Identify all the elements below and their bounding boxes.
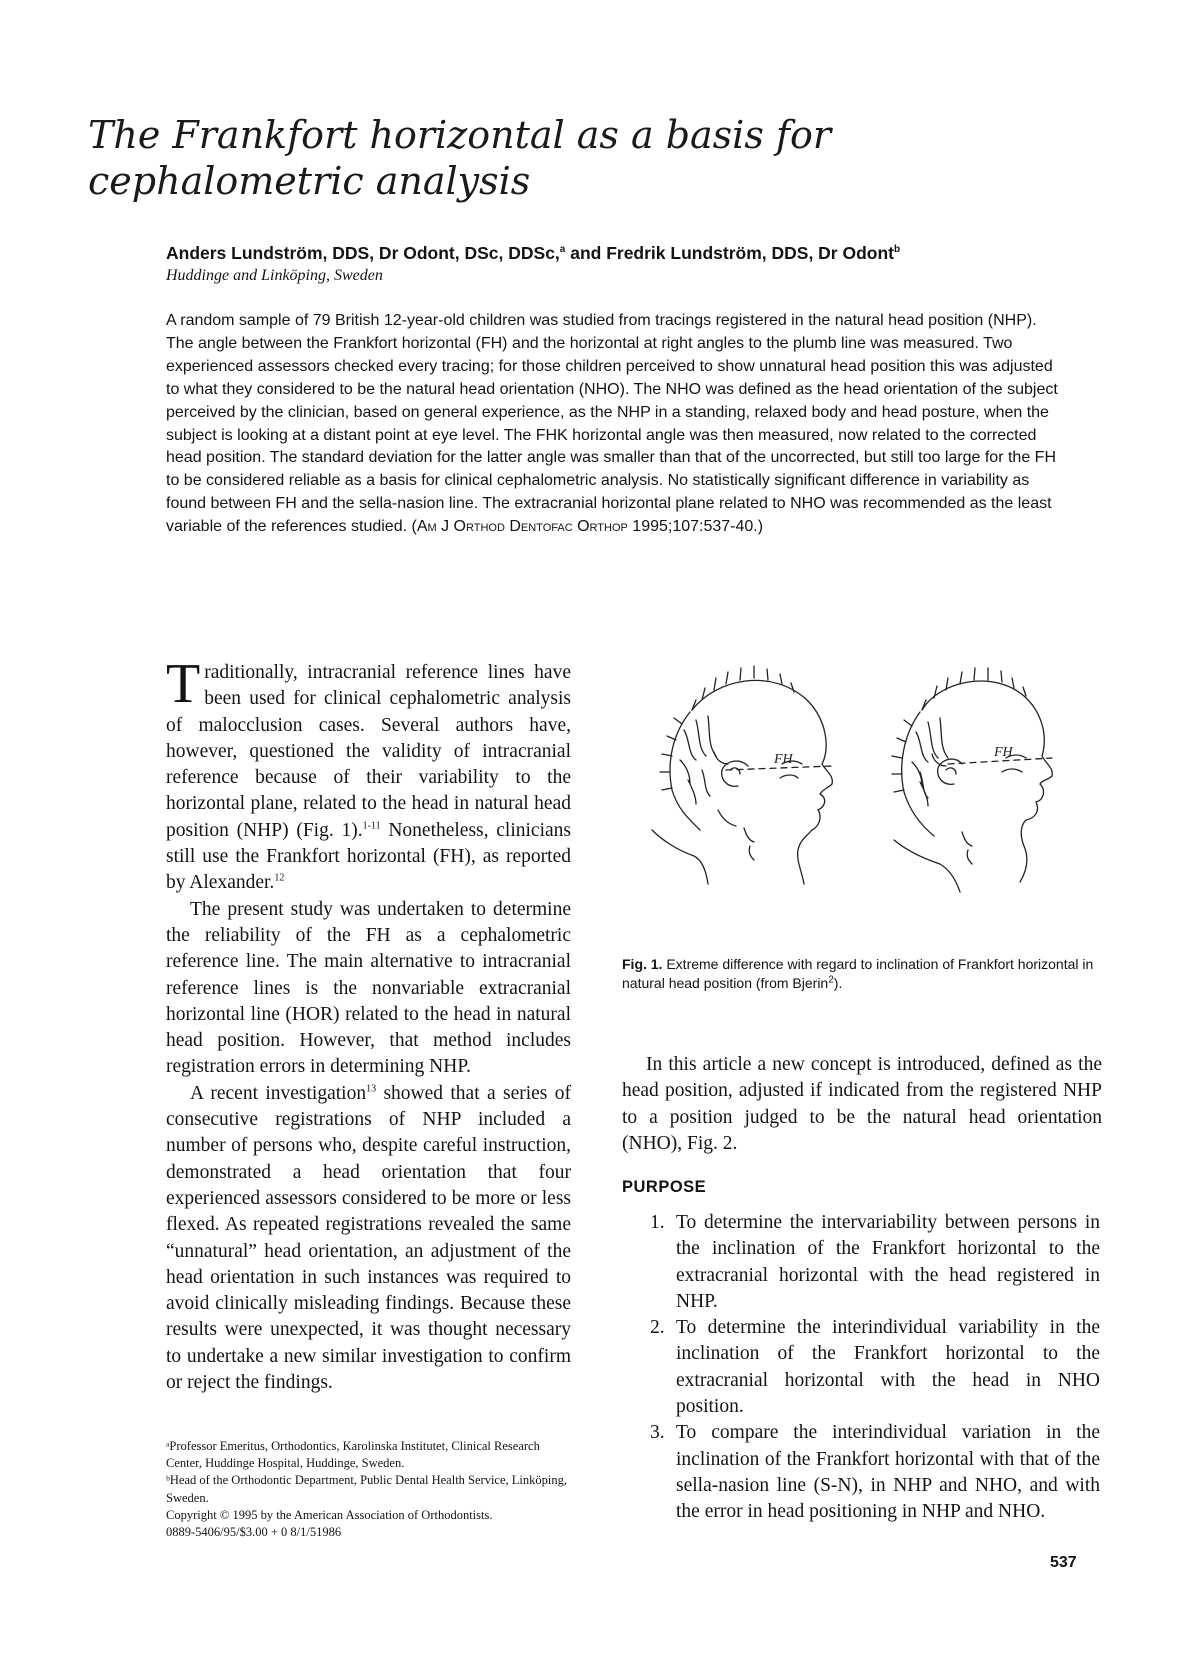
right-column-intro — [622, 1052, 1102, 1157]
purpose-list — [650, 1210, 1100, 1526]
drop-cap: T — [166, 653, 201, 715]
purpose-item-3 — [650, 1420, 1100, 1525]
figure-1-head-drawings — [622, 660, 1102, 960]
abstract — [166, 310, 1066, 539]
affiliation: Huddinge and Linköping, Sweden — [166, 267, 383, 284]
paragraph-3-part-a: A recent investigation — [190, 1082, 367, 1104]
right-head-drawing — [892, 668, 1052, 892]
caption-end: ). — [833, 975, 843, 991]
purpose-item-2-text: To determine the interindividual variability in the inclination of the Frankfort horizontal to the extracranial horizontal with the head in NHO position. — [676, 1317, 1100, 1418]
purpose-item-3-number: 3. — [650, 1422, 665, 1444]
purpose-item-2-number: 2. — [650, 1317, 665, 1339]
paragraph-1-part-a: raditionally, intracranial reference lines have been used for clinical cephalometric analysis of malocclusion cases. Several authors have, however, questioned the validity of intracranial reference because of their variability to the horizontal plane, related to the head in natural head position (NHP) (Fig. 1). — [166, 662, 571, 841]
paragraph-1-part-b: Nonetheless, clinicians still use the Frankfort horizontal (FH), as reported by Alexander. — [166, 819, 571, 894]
abstract-citation-journal: Am J Orthod Dentofac Orthop — [416, 518, 628, 536]
paragraph-2: The present study was undertaken to determine the reliability of the FH as a cephalometric reference line. The main alternative to intracranial reference lines is the nonvariable extracranial horizontal line (HOR) related to the head in natural head position. However, that method includes registration errors in determining NHP. — [166, 898, 571, 1078]
purpose-item-2 — [650, 1315, 1100, 1420]
purpose-item-1-text: To determine the intervariability between persons in the inclination of the Frankfort horizontal to the extracranial horizontal with the head registered in NHP. — [676, 1212, 1100, 1312]
author-2-name: Fredrik Lundström, DDS, Dr Odont — [606, 243, 894, 263]
footnotes — [166, 1438, 576, 1541]
fh-label-left: FH — [774, 752, 793, 767]
footnote-b: ᵇHead of the Orthodontic Department, Public Dental Health Service, Linköping, Sweden. — [166, 1473, 567, 1505]
left-column — [166, 653, 571, 1396]
paragraph-3-part-b: showed that a series of consecutive registrations of NHP included a number of persons who, despite careful instruction, demonstrated a head orientation that four experienced assessors considered to be more or less flexed. As repeated registrations revealed the same “unnatural” head orientation, an adjustment of the head orientation in such instances was required to avoid clinically misleading findings. Because these results were unexpected, it was thought necessary to undertake a new similar investigation to confirm or reject the findings. — [166, 1082, 571, 1394]
author-conjunction: and — [565, 243, 607, 263]
intro-paragraph: In this article a new concept is introduced, defined as the head position, adjusted if indicated from the registered NHP to a position judged to be the natural head orientation (NHO), Fig. 2. — [622, 1054, 1102, 1154]
footnote-a: ᵃProfessor Emeritus, Orthodontics, Karolinska Institutet, Clinical Research Center, Huddinge Hospital, Huddinge, Sweden. — [166, 1439, 540, 1471]
paragraph-3 — [166, 1081, 571, 1397]
purpose-item-1-number: 1. — [650, 1212, 665, 1233]
purpose-item-3-text: To compare the interindividual variation in the inclination of the Frankfort horizontal with that of the sella-nasion line (S-N), in NHP and NHO, and with the error in head positioning in NHP and NHO. — [676, 1422, 1100, 1523]
article-title: The Frankfort horizontal as a basis for cephalometric analysis — [88, 113, 832, 203]
copyright-notice: Copyright © 1995 by the American Association of Orthodontists. — [166, 1507, 493, 1522]
caption-label: Fig. 1. — [622, 956, 663, 972]
figure-1-caption — [622, 955, 1102, 993]
caption-text: Extreme difference with regard to inclination of Frankfort horizontal in natural head position (from Bjerin — [622, 956, 1094, 991]
purpose-heading: PURPOSE — [622, 1178, 707, 1196]
page-number: 537 — [1050, 1554, 1077, 1571]
reference-1-11: 1-11 — [362, 820, 381, 832]
abstract-body: A random sample of 79 British 12-year-old children was studied from tracings registered in the natural head position (NHP). The angle between the Frankfort horizontal (FH) and the horizontal at right angles to the plumb line was measured. Two experienced assessors checked every tracing; for those children perceived to show unnatural head position this was adjusted to what they considered to be the natural head orientation (NHO). The NHO was defined as the head orientation of the subject perceived by the clinician, based on general experience, as the NHP in a standing, relaxed body and head posture, when the subject is looking at a distant point at eye level. The FHK horizontal angle was then measured, now related to the corrected head position. The standard deviation for the latter angle was smaller than that of the uncorrected, but still too large for the FH to be considered reliable as a basis for clinical cephalometric analysis. No statistically significant difference in variability as found between FH and the sella-nasion line. The extracranial horizontal plane related to NHO was recommended as the least variable of the references studied. ( — [166, 312, 1058, 536]
reference-13: 13 — [366, 1083, 377, 1095]
author-line — [166, 242, 1146, 264]
paragraph-1 — [166, 653, 571, 897]
author-1-name: Anders Lundström, DDS, Dr Odont, DSc, DDSc, — [166, 243, 560, 263]
reference-12: 12 — [274, 872, 285, 884]
author-1-mark: a — [559, 244, 566, 256]
article-code: 0889-5406/95/$3.00 + 0 8/1/51986 — [166, 1525, 342, 1540]
left-head-drawing — [652, 666, 832, 884]
caption-reference: 2 — [828, 974, 834, 986]
abstract-citation-rest: 1995;107:537-40.) — [627, 518, 764, 536]
purpose-item-1 — [650, 1210, 1100, 1315]
fh-label-right: FH — [994, 745, 1013, 760]
author-2-mark: b — [894, 244, 901, 256]
